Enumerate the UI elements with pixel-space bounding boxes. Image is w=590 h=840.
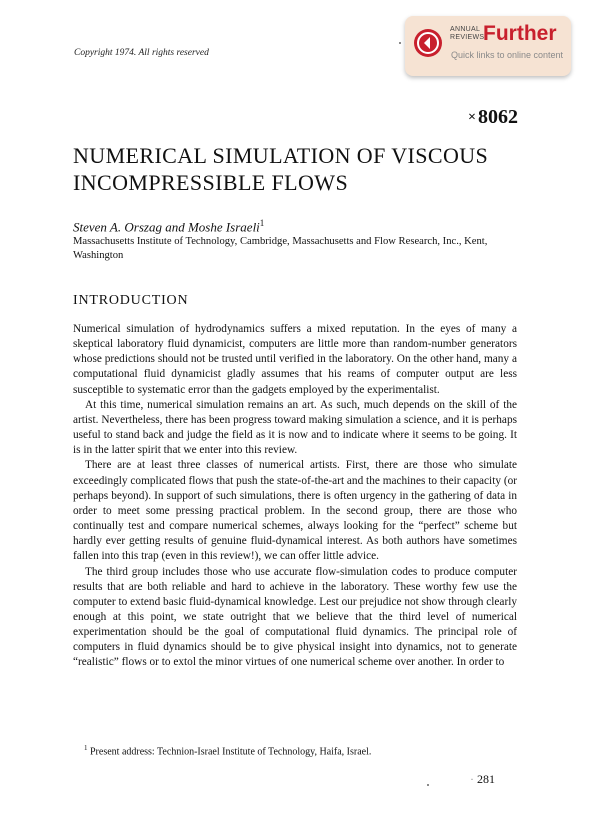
affiliation: Massachusetts Institute of Technology, Cambridge, Massachusetts and Flow Research, Inc., Kent, Washington xyxy=(73,236,488,261)
further-subtitle: Quick links to online content xyxy=(451,50,564,60)
authors xyxy=(73,218,264,235)
body-text xyxy=(73,322,517,671)
article-id-number: 8062 xyxy=(478,106,518,128)
article-id xyxy=(468,106,518,129)
annual-reviews-further-badge[interactable] xyxy=(405,16,571,76)
article-id-mark: × xyxy=(468,110,476,125)
page-number xyxy=(470,772,495,787)
footnote xyxy=(84,744,371,757)
paragraph: There are at least three classes of numerical artists. First, there are those who simulate exceedingly complicated flows that push the state-of-the-art and the machines to their capacity (or perhaps beyond). In support of such simulations, there is often urgency in the gathering of data in order to meet some pressing practical problem. In the second group, there are those who continually test and compare numerical schemes, always looking for the “perfect” scheme but hardly ever getting results of genuine fluid-dynamical interest. As both authors have sometimes fallen into this trap (even in this review!), we can offer little advice. xyxy=(73,459,517,563)
article-title xyxy=(73,142,523,196)
play-arrow-icon xyxy=(414,29,442,57)
paragraph: At this time, numerical simulation remains an art. As such, much depends on the skill of the artist. Nevertheless, there has been progress toward making simulation a science, and it is perhaps useful to stand back and judge the field as it is now and to indicate where it seems to be going. It is in the latter spirit that we enter into this review. xyxy=(73,398,517,457)
section-heading: INTRODUCTION xyxy=(73,293,189,308)
annual-label: ANNUAL xyxy=(450,26,481,33)
page-number-value: 281 xyxy=(477,772,495,786)
footnote-marker: 1 xyxy=(84,744,88,752)
scan-speck xyxy=(427,784,429,786)
paragraph: The third group includes those who use accurate flow-simulation codes to produce computer results that are both reliable and hard to achieve in the laboratory. These worthy few use the computer to extend basic fluid-dynamical knowledge. Lest our prejudice not show through clearly enough at this point, we state outright that we believe that the third level of numerical experimentation should be the goal of computational fluid dynamics. The principal role of computers in fluid dynamics should be to give physical insight into dynamics, not to generate “realistic” flows or to extol the minor virtues of one numerical scheme over another. In order to xyxy=(73,565,517,669)
scan-speck xyxy=(399,42,401,44)
author-footnote-marker: 1 xyxy=(259,218,265,228)
title-line-2: INCOMPRESSIBLE FLOWS xyxy=(73,170,349,195)
footnote-text: Present address: Technion-Israel Institute of Technology, Haifa, Israel. xyxy=(90,746,372,758)
page-faint-mark: · xyxy=(470,772,474,786)
copyright-notice: Copyright 1974. All rights reserved xyxy=(74,48,209,58)
further-label: Further xyxy=(483,22,557,45)
paragraph: Numerical simulation of hydrodynamics suffers a mixed reputation. In the eyes of many a skeptical laboratory fluid dynamicist, computers are little more than random-number generators whose predictions should not be trusted until verified in the laboratory. On the other hand, many a computational fluid dynamicist gladly assumes that his reams of computer output are less susceptible to systematic error than the gadgets employed by the experimentalist. xyxy=(73,323,517,396)
title-line-1: NUMERICAL SIMULATION OF VISCOUS xyxy=(73,143,489,168)
reviews-label: REVIEWS xyxy=(450,34,485,41)
author-names: Steven A. Orszag and Moshe Israeli xyxy=(73,219,260,235)
